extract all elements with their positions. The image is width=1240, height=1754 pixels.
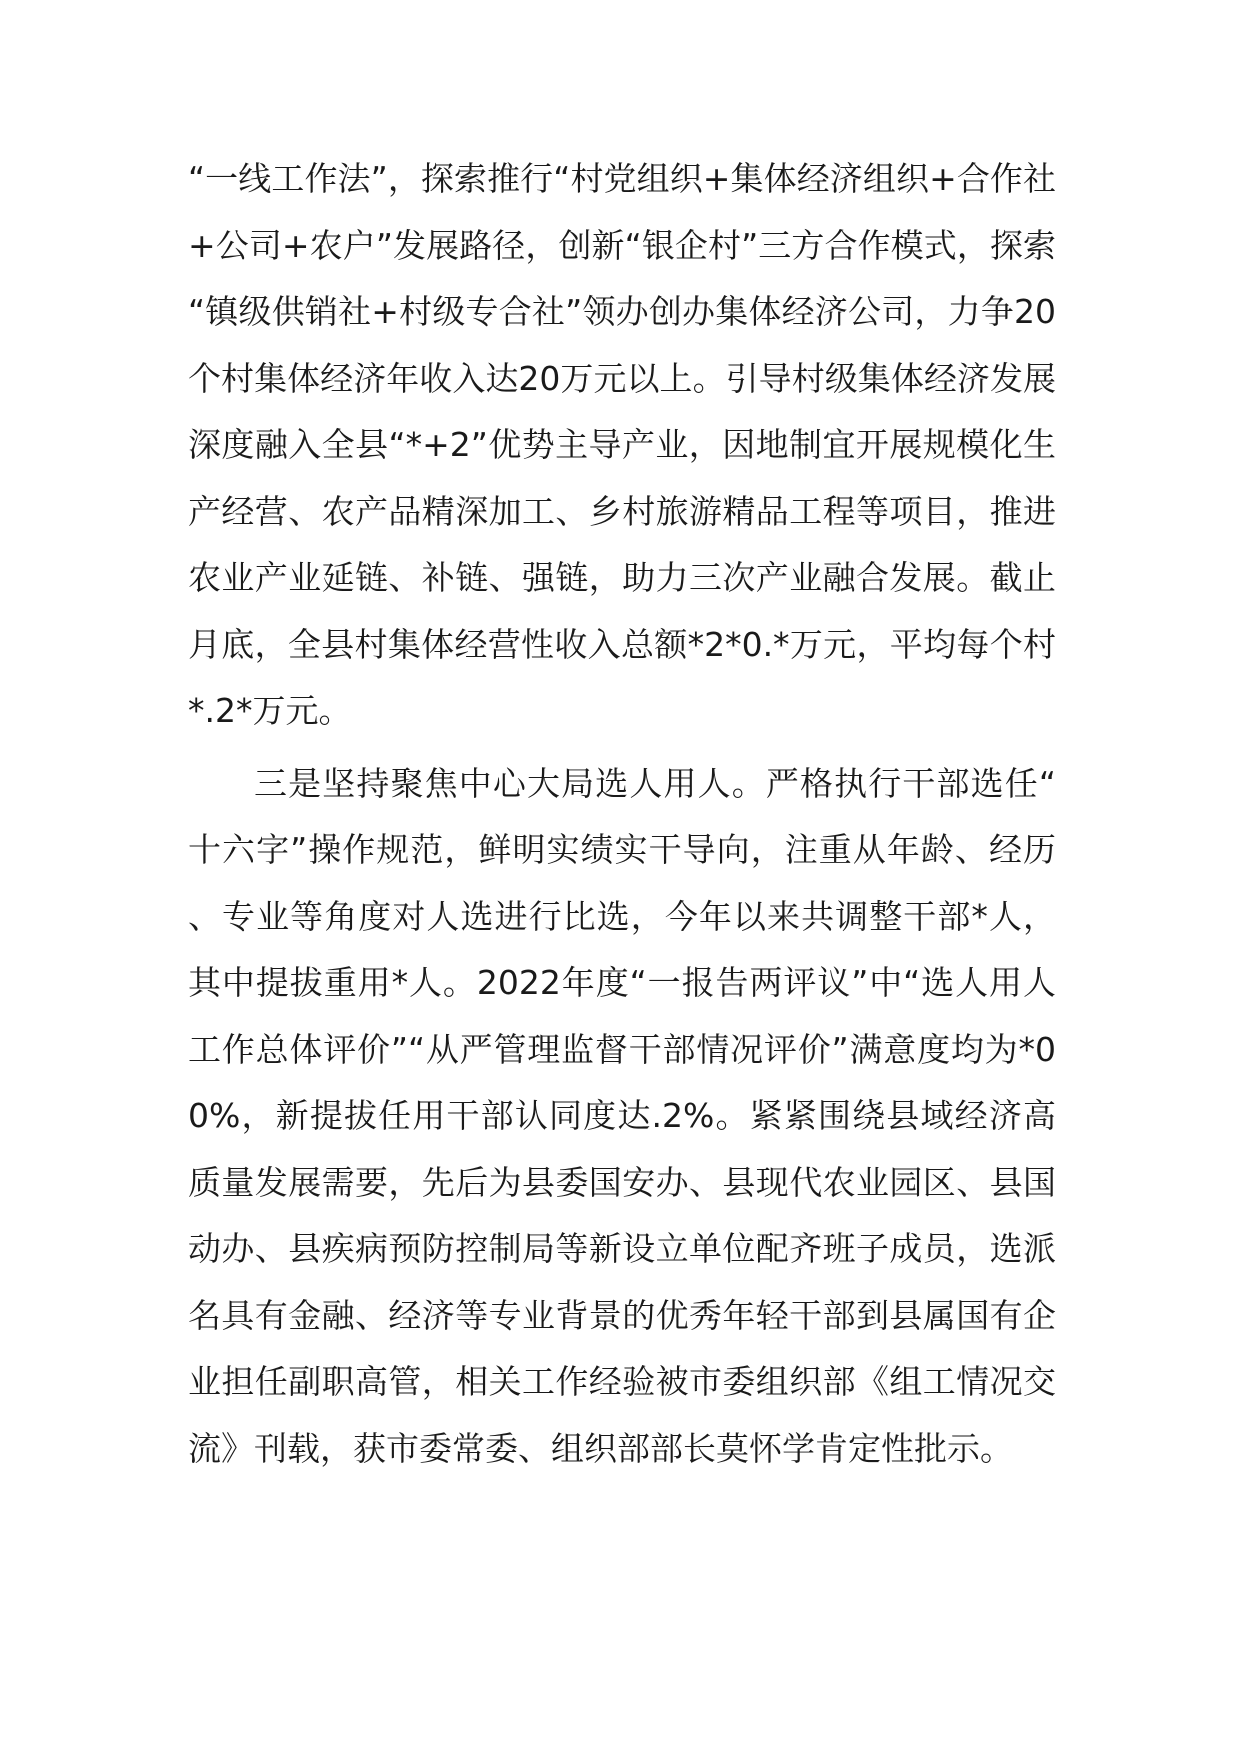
paragraph-selection-work: 三是坚持聚焦中心大局选人用人。严格执行干部选任“十六字”操作规范，鲜明实绩实干导向，注重从年龄、经历、专业等角度对人选进行比选，今年以来共调整干部*人，其中提拔重用*人。2022年度“一报告两评议”中“选人用人工作总体评价”“从严管理监督干部情况评价”满意度均为*00%，新提拔任用干部认同度达.2%。紧紧围绕县域经济高质量发展需要，先后为县委国安办、县现代农业园区、县国动办、县疾病预防控制局等新设立单位配齐班子成员，选派名具有金融、经济等专业背景的优秀年轻干部到县属国有企业担任副职高管，相关工作经验被市委组织部《组工情况交流》刊载，获市委常委、组织部部长莫怀学肯定性批示。 (188, 763, 1056, 1468)
document-body (188, 146, 1056, 1482)
paragraph-continuation: “一线工作法”，探索推行“村党组织+集体经济组织+合作社+公司+农户”发展路径，创新“银企村”三方合作模式，探索“镇级供销社+村级专合社”领办创办集体经济公司，力争20个村集体经济年收入达20万元以上。引导村级集体经济发展深度融入全县“*+2”优势主导产业，因地制宜开展规模化生产经营、农产品精深加工、乡村旅游精品工程等项目，推进农业产业延链、补链、强链，助力三次产业融合发展。截止月底，全县村集体经营性收入总额*2*0.*万元，平均每个村*.2*万元。 (188, 159, 1056, 730)
